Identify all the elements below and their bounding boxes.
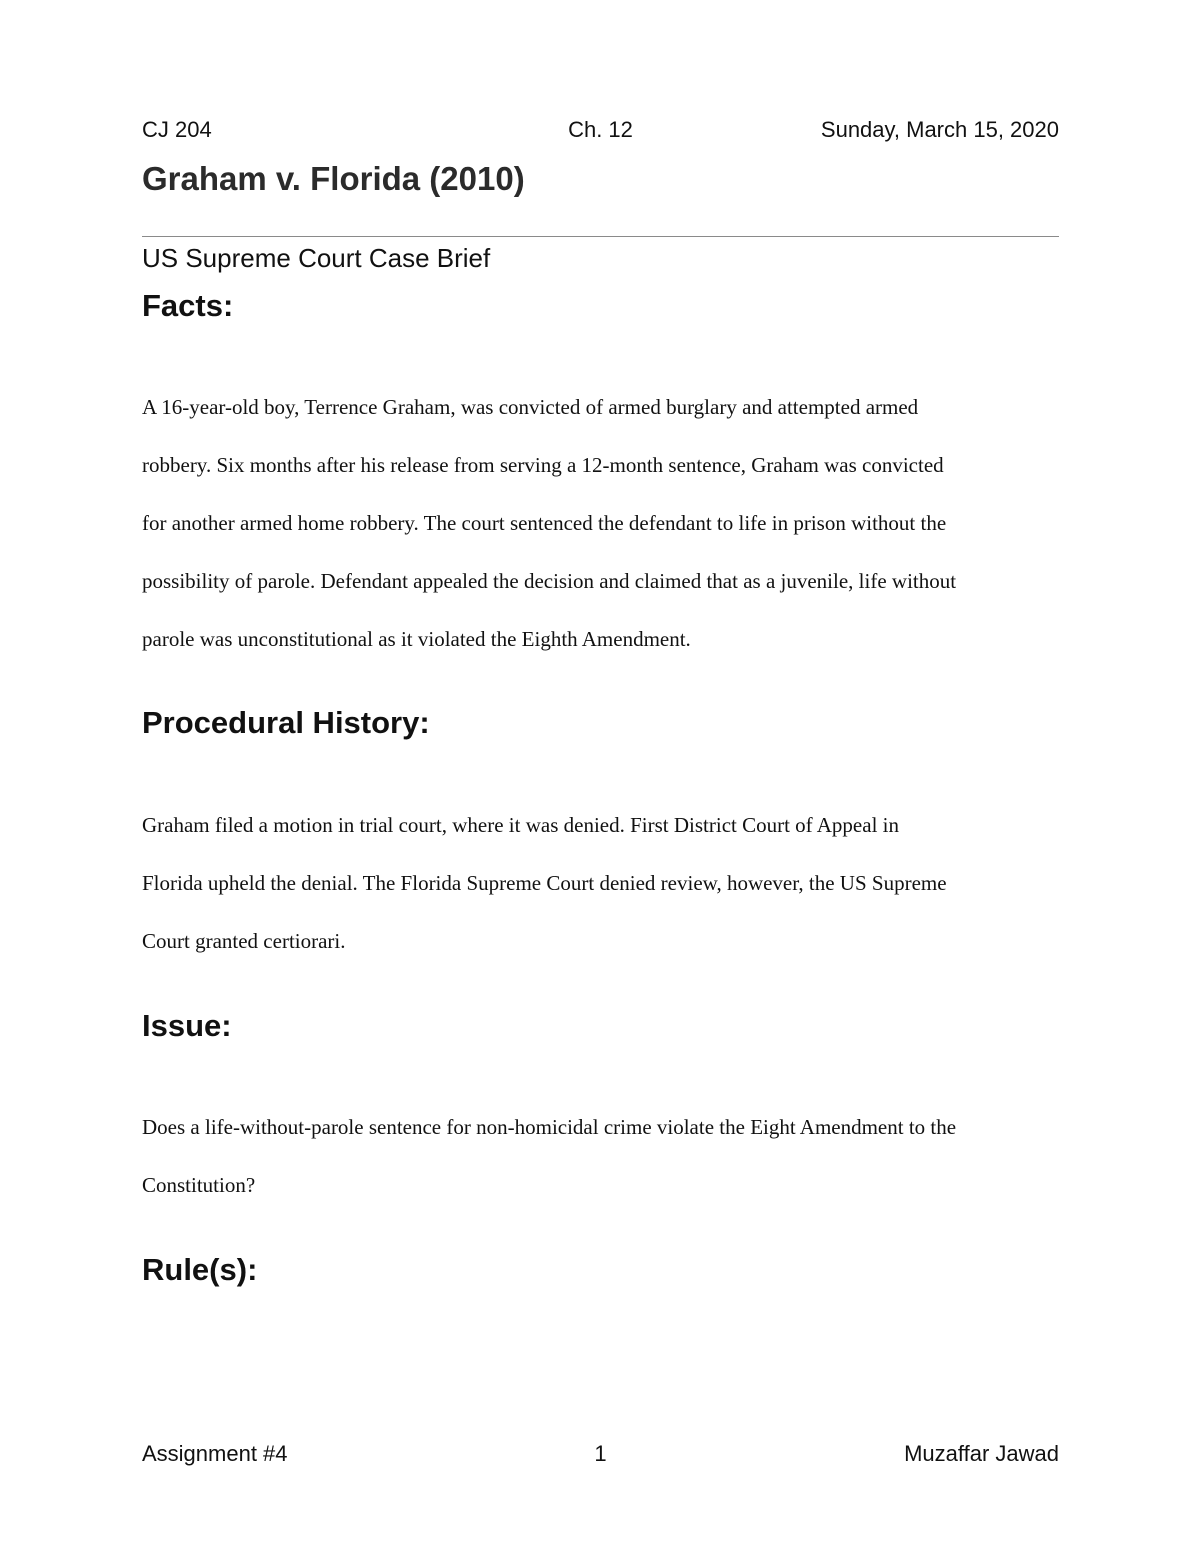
- procedural-history-line: Graham filed a motion in trial court, where it was denied. First District Court of Appeal in: [142, 813, 899, 837]
- document-title: Graham v. Florida (2010): [142, 160, 525, 197]
- page-number: 1: [594, 1441, 607, 1466]
- author-name: Muzaffar Jawad: [904, 1441, 1059, 1466]
- facts-heading: Facts:: [142, 288, 234, 323]
- rules-heading: Rule(s):: [142, 1252, 258, 1287]
- issue-heading: Issue:: [142, 1008, 232, 1043]
- facts-line: robbery. Six months after his release from serving a 12-month sentence, Graham was convicted: [142, 453, 944, 477]
- title-divider: [142, 236, 1059, 237]
- procedural-history-body: [142, 796, 1059, 970]
- document-subtitle: US Supreme Court Case Brief: [142, 243, 491, 273]
- procedural-history-line: Florida upheld the denial. The Florida Supreme Court denied review, however, the US Supreme: [142, 871, 947, 895]
- procedural-history-line: Court granted certiorari.: [142, 929, 346, 953]
- facts-line: parole was unconstitutional as it violated the Eighth Amendment.: [142, 627, 691, 651]
- facts-line: A 16-year-old boy, Terrence Graham, was convicted of armed burglary and attempted armed: [142, 395, 919, 419]
- issue-line: Does a life-without-parole sentence for non-homicidal crime violate the Eight Amendment to the: [142, 1115, 957, 1139]
- facts-line: possibility of parole. Defendant appealed the decision and claimed that as a juvenile, life without: [142, 569, 957, 593]
- assignment-label: Assignment #4: [142, 1441, 288, 1466]
- course-code: CJ 204: [142, 117, 212, 142]
- facts-line: for another armed home robbery. The court sentenced the defendant to life in prison without the: [142, 511, 947, 535]
- issue-body: [142, 1098, 1059, 1214]
- issue-line: Constitution?: [142, 1173, 256, 1197]
- facts-body: [142, 378, 1059, 668]
- chapter-label: Ch. 12: [568, 117, 633, 142]
- procedural-history-heading: Procedural History:: [142, 705, 430, 740]
- header-date: Sunday, March 15, 2020: [820, 117, 1059, 142]
